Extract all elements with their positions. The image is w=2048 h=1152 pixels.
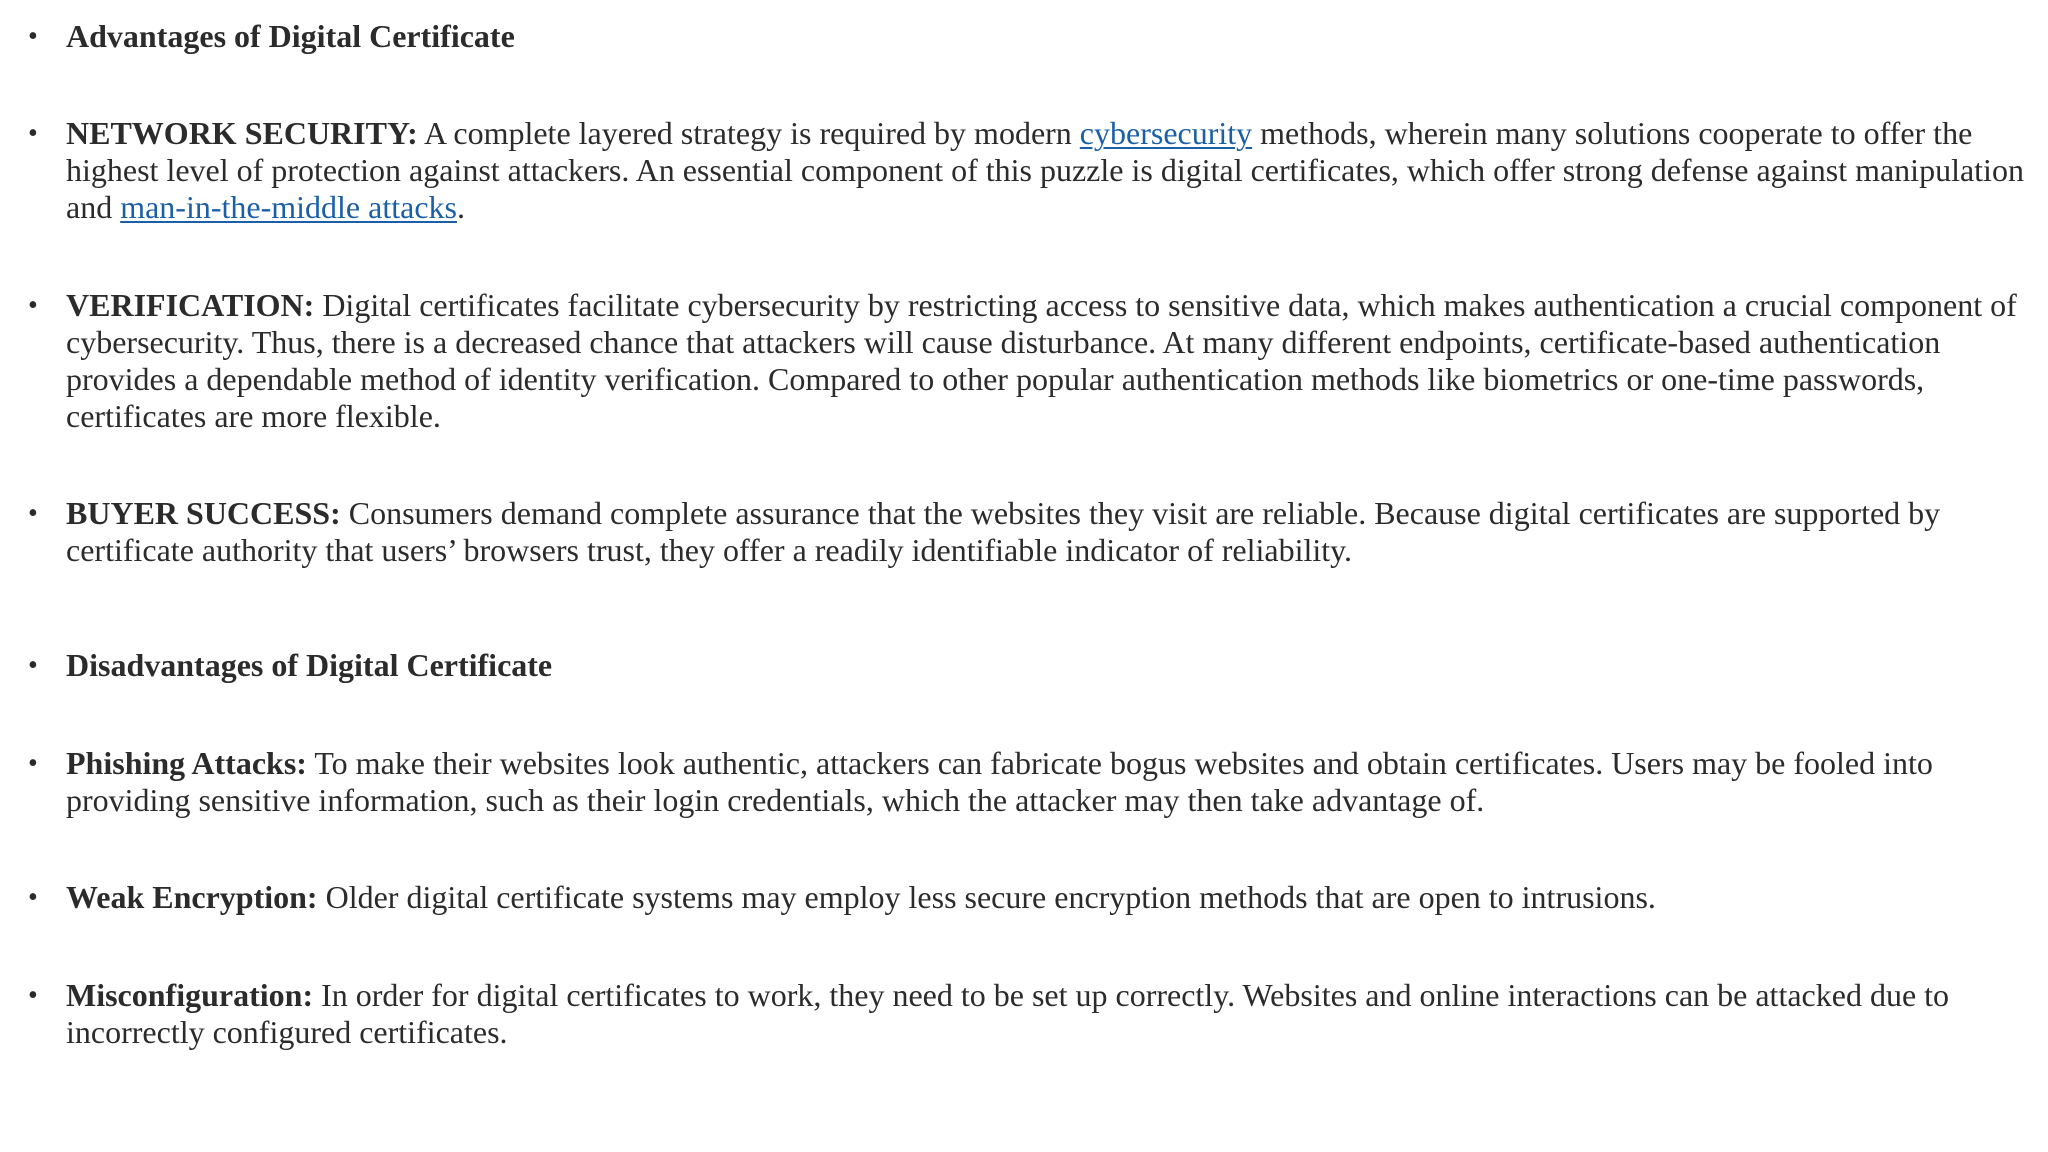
list-item-advantages-heading: [28, 18, 2026, 55]
disadvantages-heading: Disadvantages of Digital Certificate: [66, 647, 553, 683]
man-in-the-middle-link[interactable]: man-in-the-middle attacks: [120, 189, 457, 225]
bullet: •: [28, 980, 38, 1011]
weak-encryption-label: Weak Encryption:: [66, 879, 318, 915]
list-item-verification: [28, 287, 2026, 435]
weak-encryption-text: Older digital certificate systems may employ less secure encryption methods that are open to intrusions.: [317, 879, 1656, 915]
bullet: •: [28, 748, 38, 779]
advantages-heading: Advantages of Digital Certificate: [66, 18, 515, 54]
buyer-success-text: Consumers demand complete assurance that the websites they visit are reliable. Because digital certificates are supported by certificate authority that users’ browsers trust, they offer a readily identifiable indicator of reliability.: [66, 495, 1941, 568]
network-security-text: A complete layered strategy is required by modern: [417, 115, 1080, 151]
network-security-text-end: .: [456, 189, 465, 225]
list-item-phishing-attacks: [28, 745, 2026, 819]
misconfiguration-label: Misconfiguration:: [66, 977, 314, 1013]
bullet: •: [28, 882, 38, 913]
phishing-label: Phishing Attacks:: [66, 745, 307, 781]
bullet: •: [28, 650, 38, 681]
buyer-success-label: BUYER SUCCESS:: [66, 495, 341, 531]
list-item-buyer-success: [28, 495, 2026, 569]
bullet: •: [28, 498, 38, 529]
bullet: •: [28, 290, 38, 321]
cybersecurity-link[interactable]: cybersecurity: [1079, 115, 1253, 151]
misconfiguration-text: In order for digital certificates to work, they need to be set up correctly. Websites and online interactions can be attacked due to incorrectly configured certificates.: [66, 977, 1950, 1050]
network-security-label: NETWORK SECURITY:: [66, 115, 418, 151]
bullet: •: [28, 118, 38, 149]
list-item-misconfiguration: [28, 977, 2026, 1051]
bullet: •: [28, 21, 38, 52]
list-item-network-security: [28, 115, 2026, 226]
phishing-text: To make their websites look authentic, attackers can fabricate bogus websites and obtain certificates. Users may be fooled into providing sensitive information, such as their login credentials, which the attacker may then take advantage of.: [66, 745, 1933, 818]
list-item-disadvantages-heading: [28, 647, 2026, 684]
verification-text: Digital certificates facilitate cybersecurity by restricting access to sensitive data, which makes authentication a crucial component of cybersecurity. Thus, there is a decreased chance that attackers will cause disturbance. At many different endpoints, certificate-based authentication provides a dependable method of identity verification. Compared to other popular authentication methods like biometrics or one-time passwords, certificates are more flexible.: [66, 287, 2017, 434]
list-item-weak-encryption: [28, 879, 2026, 916]
verification-label: VERIFICATION:: [66, 287, 315, 323]
network-security-text-continued: methods, wherein many solutions cooperate to offer the highest level of protection against attackers. An essential component of this puzzle is digital certificates, which offer strong defense against manipulation and: [66, 115, 2024, 225]
